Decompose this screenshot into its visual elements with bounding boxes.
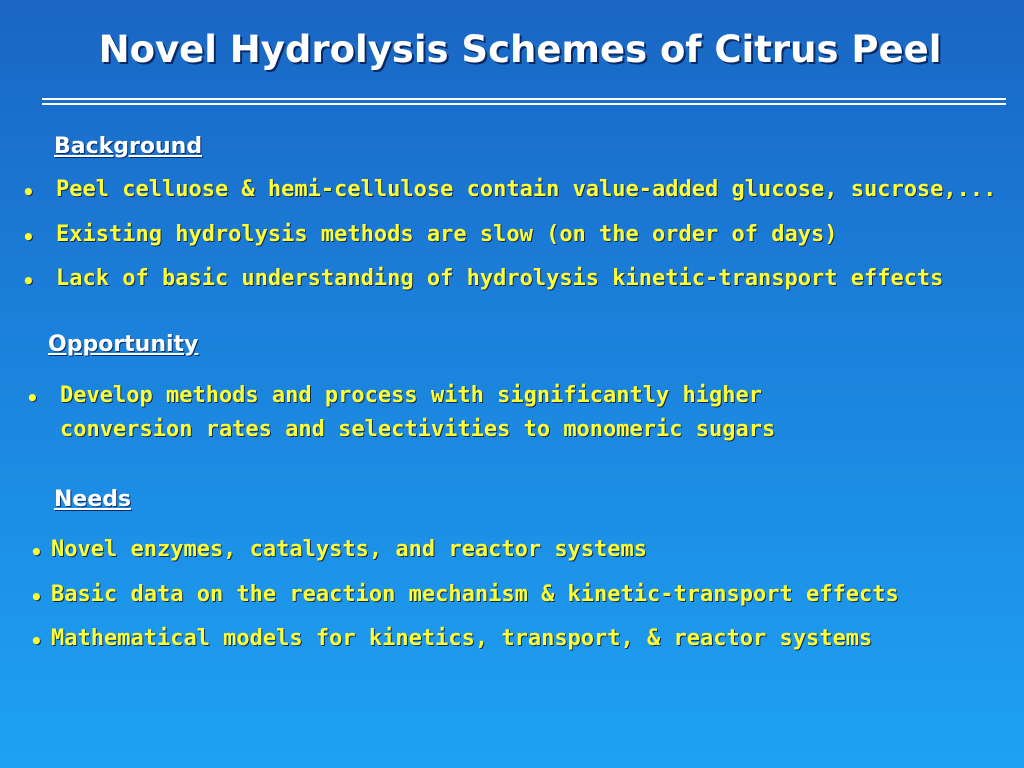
bullet-icon: • [30,629,43,653]
background-item-3: Lack of basic understanding of hydrolysis kinetic-transport effects [56,266,944,291]
opportunity-heading: Opportunity [48,332,199,357]
needs-item-1: Novel enzymes, catalysts, and reactor systems [51,537,648,562]
background-item-1: Peel celluose & hemi-cellulose contain value-added glucose, sucrose,... [56,177,997,202]
title-divider-bottom [42,103,1006,105]
needs-item-3: Mathematical models for kinetics, transport, & reactor systems [51,626,873,651]
needs-item-2: Basic data on the reaction mechanism & kinetic-transport effects [51,582,899,607]
background-item-2: Existing hydrolysis methods are slow (on the order of days) [56,222,838,247]
opportunity-item-line-1: Develop methods and process with significantly higher [60,383,762,408]
needs-heading: Needs [54,487,132,512]
bullet-icon: • [30,540,43,564]
slide-title: Novel Hydrolysis Schemes of Citrus Peel [98,28,942,71]
bullet-icon: • [22,225,35,249]
bullet-icon: • [26,386,39,410]
background-heading: Background [54,134,203,159]
bullet-icon: • [22,269,35,293]
opportunity-item-line-2: conversion rates and selectivities to monomeric sugars [60,417,776,442]
title-divider-top [42,98,1006,100]
bullet-icon: • [30,585,43,609]
bullet-icon: • [22,180,35,204]
